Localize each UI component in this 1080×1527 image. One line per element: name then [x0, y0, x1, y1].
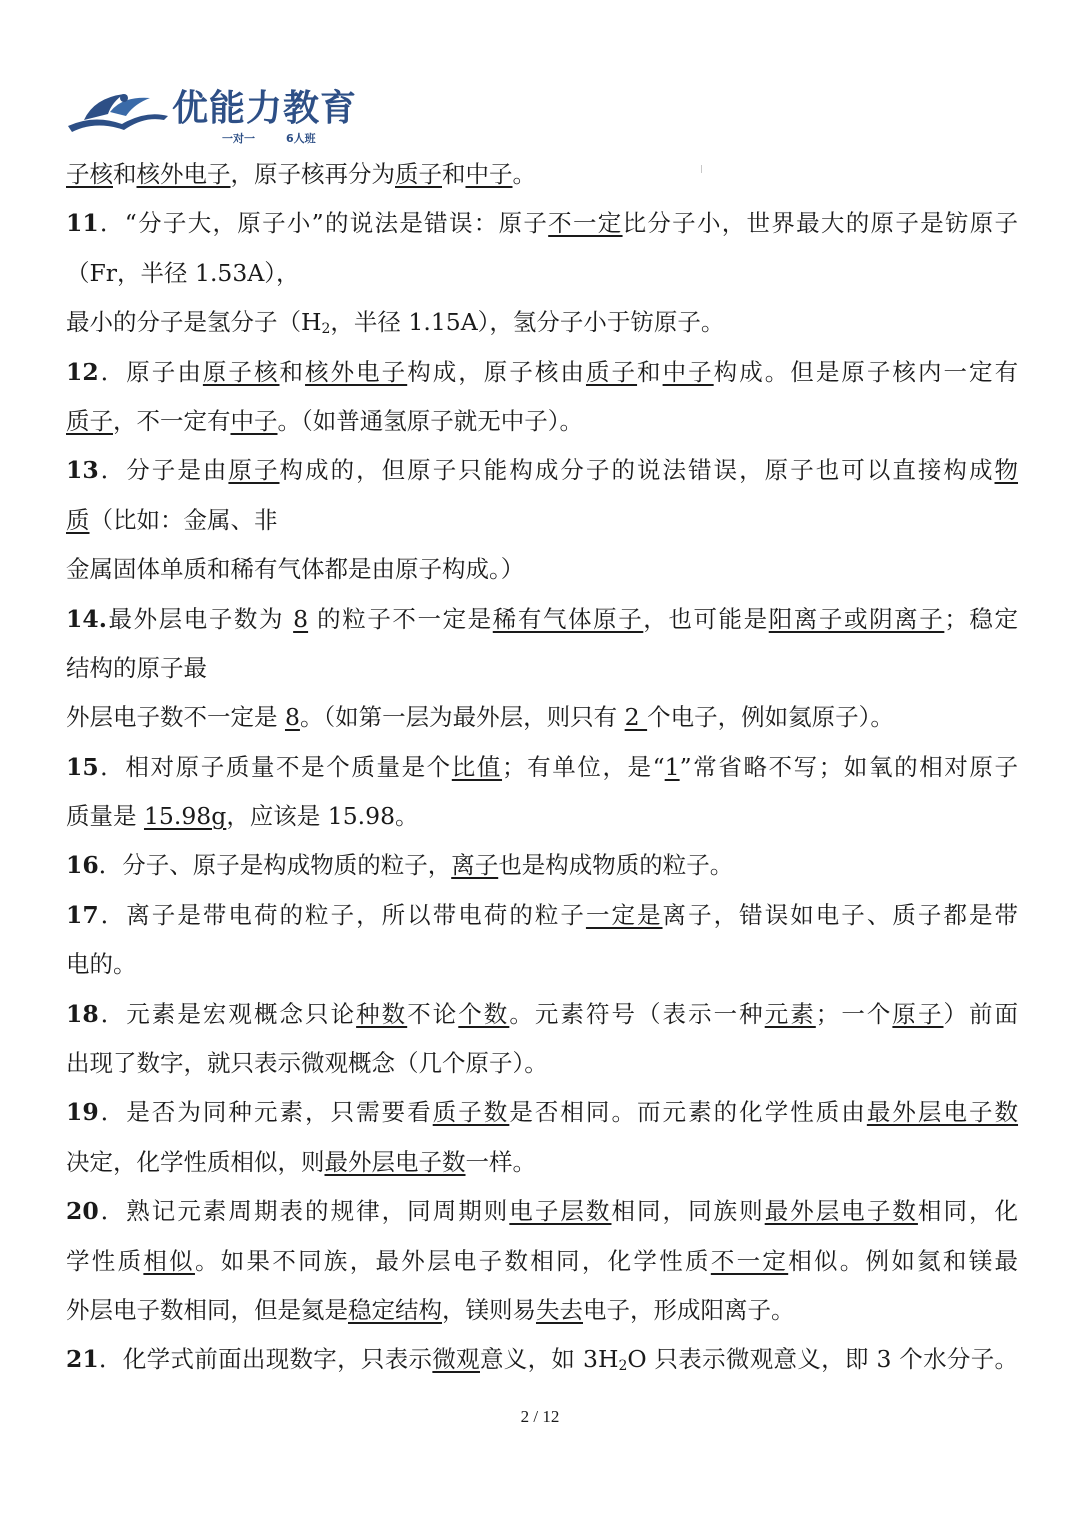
logo-tagline-left: 一对一 — [222, 132, 255, 145]
underlined-term: 8 — [284, 703, 300, 732]
text-run: 。 — [512, 160, 536, 188]
text-line — [66, 397, 1018, 446]
text-line — [66, 446, 1018, 495]
underlined-term: 核外电子 — [136, 160, 231, 188]
text-line — [66, 644, 1018, 693]
text-run: ．离子是带电荷的粒子，所以带电荷的粒子 — [98, 900, 586, 929]
item-number: 18 — [66, 999, 99, 1028]
text-run: ；稳定 — [944, 604, 1019, 633]
subscript: 2 — [618, 1358, 628, 1375]
text-line — [66, 1237, 1018, 1286]
item-number: 13 — [66, 456, 99, 485]
text-line — [66, 595, 1018, 644]
underlined-term: 个数 — [458, 999, 510, 1028]
underlined-term: 中子 — [465, 160, 513, 188]
text-run: 学性质 — [66, 1246, 144, 1275]
underlined-term: 相似 — [143, 1246, 195, 1275]
underlined-term: 子核 — [66, 160, 113, 188]
text-line — [66, 1138, 1018, 1187]
underlined-term: 最外层电子数 — [764, 1197, 918, 1226]
text-run: 最小的分子是氢分子（H — [66, 308, 322, 337]
underlined-term: 原子 — [892, 999, 944, 1028]
text-run: 相似。例如氦和镁最 — [788, 1246, 1019, 1275]
text-run: 个电子，例如氦原子）。 — [647, 703, 894, 732]
text-run: 是否相同。而元素的化学性质由 — [509, 1098, 867, 1127]
underlined-term: 质子数 — [432, 1098, 510, 1127]
text-run: 构成，原子核由 — [407, 357, 586, 386]
underlined-term: 最外层电子数 — [866, 1098, 1019, 1127]
underlined-term: 种数 — [356, 999, 408, 1028]
text-run: 一样。 — [465, 1147, 536, 1176]
underlined-term: 稳定结构 — [348, 1295, 442, 1324]
text-line — [66, 348, 1018, 397]
text-run: ．熟记元素周期表的规律，同周期则 — [98, 1197, 510, 1226]
text-run: ）前面 — [943, 999, 1019, 1028]
text-run: 。元素符号（表示一种 — [509, 999, 765, 1028]
underlined-term: 阳离子或阴离子 — [768, 604, 945, 633]
text-run: 外层电子数不一定是 — [66, 703, 285, 732]
text-run: 比分子小，世界最大的原子是钫原子 — [622, 209, 1019, 238]
underlined-term: 8 — [293, 604, 309, 633]
underlined-term: 质子 — [585, 357, 638, 386]
item-number: 16 — [66, 851, 99, 880]
underlined-term: 物 — [994, 456, 1019, 485]
underlined-term: 质子 — [395, 160, 442, 188]
text-run: （Fr，半径 1.53A）， — [66, 258, 300, 287]
text-line — [66, 990, 1018, 1039]
underlined-term: 质 — [66, 505, 90, 534]
item-number: 15 — [66, 752, 99, 781]
item-number: 19 — [66, 1098, 99, 1127]
underlined-term: 15.98g — [143, 802, 227, 831]
underlined-term: 1 — [664, 752, 680, 781]
text-line — [66, 891, 1018, 940]
item-number: 21 — [66, 1345, 99, 1374]
text-run: 最外层电子数为 — [106, 604, 294, 633]
logo-brand-text: 优能力教育 — [172, 88, 358, 129]
text-run: 结构的原子最 — [66, 653, 207, 682]
text-run: ，不一定有 — [113, 406, 231, 435]
text-run: 金属固体单质和稀有气体都是由原子构成。） — [66, 555, 525, 584]
logo-tagline-right: 6人班 — [286, 132, 316, 145]
underlined-term: 稀有气体原子 — [492, 604, 644, 633]
text-run: ，应该是 15.98。 — [226, 802, 419, 831]
item-number: 12 — [66, 357, 99, 386]
text-run: 外层电子数相同，但是氦是 — [66, 1295, 348, 1324]
text-run: 质量是 — [66, 802, 144, 831]
text-run: 和 — [637, 357, 663, 386]
text-line — [66, 298, 1018, 347]
underlined-term: 不一定 — [710, 1246, 789, 1275]
text-run: ．化学式前面出现数字，只表示 — [98, 1345, 433, 1374]
underlined-term: 中子 — [230, 406, 278, 435]
text-run: ．分子是由 — [98, 456, 229, 485]
text-line — [66, 1088, 1018, 1137]
text-line — [66, 199, 1018, 248]
underlined-term: 质子 — [66, 406, 113, 435]
text-run: 构成的，但原子只能构成分子的说法错误，原子也可以直接构成 — [279, 456, 995, 485]
text-run: 。（如第一层为最外层，则只有 — [299, 703, 625, 732]
underlined-term: 微观 — [432, 1345, 480, 1374]
underlined-term: 离子 — [451, 851, 499, 880]
text-line — [66, 496, 1018, 545]
text-run: 和 — [279, 357, 306, 386]
text-run: ，也可能是 — [643, 604, 769, 633]
text-run: ，半径 1.15A），氢分子小于钫原子。 — [330, 308, 725, 337]
text-run: ，镁则易 — [442, 1295, 536, 1324]
text-run: 决定，化学性质相似，则 — [66, 1147, 325, 1176]
text-run: ．分子、原子是构成物质的粒子， — [98, 851, 452, 880]
underlined-term: 比值 — [451, 752, 503, 781]
text-run: 出现了数字，就只表示微观概念（几个原子）。 — [66, 1049, 548, 1078]
page-number: 2 / 12 — [520, 1407, 560, 1426]
text-run: ．相对原子质量不是个质量是个 — [98, 752, 452, 781]
text-line — [66, 743, 1018, 792]
text-run: 相同，化 — [917, 1197, 1019, 1226]
text-line — [66, 249, 1018, 298]
text-run: 也是构成物质的粒子。 — [498, 851, 734, 880]
text-run: ；一个 — [815, 999, 893, 1028]
logo — [64, 80, 384, 150]
text-run: ．是否为同种元素，只需要看 — [98, 1098, 433, 1127]
text-line — [66, 1335, 1018, 1384]
text-run: O 只表示微观意义，即 3 个水分子。 — [627, 1345, 1019, 1374]
underlined-term: 核外电子 — [305, 357, 408, 386]
text-run: 电子，形成阳离子。 — [583, 1295, 795, 1324]
text-line — [66, 545, 1018, 594]
text-run: 和 — [442, 160, 466, 188]
text-line — [66, 693, 1018, 742]
text-run: ．原子由 — [98, 357, 203, 386]
text-line — [66, 1187, 1018, 1236]
text-run: 构成。但是原子核内一定有 — [713, 357, 1019, 386]
underlined-term: 原子核 — [202, 357, 280, 386]
underlined-term: 不一定 — [548, 209, 623, 238]
text-line — [66, 940, 1018, 989]
text-line — [66, 1286, 1018, 1335]
underlined-term: 电子层数 — [509, 1197, 612, 1226]
text-run: 。（如普通氢原子就无中子）。 — [277, 406, 583, 435]
text-run: ．元素是宏观概念只论 — [98, 999, 357, 1028]
item-number: 11 — [66, 209, 99, 238]
underlined-term: 最外层电子数 — [324, 1147, 466, 1176]
item-number: 14. — [66, 604, 107, 633]
underlined-term: 2 — [624, 703, 648, 732]
underlined-term: 原子 — [228, 456, 280, 485]
text-line — [66, 1039, 1018, 1088]
text-run: 和 — [113, 160, 137, 188]
text-run: 的粒子不一定是 — [308, 604, 493, 633]
text-run: ”常省略不写；如氧的相对原子 — [679, 752, 1019, 781]
text-run: 意义，如 3H — [480, 1345, 619, 1374]
text-run: 离子，错误如电子、质子都是带 — [662, 900, 1019, 929]
underlined-term: 元素 — [764, 999, 816, 1028]
underlined-term: 中子 — [662, 357, 714, 386]
text-run: 相同，同族则 — [611, 1197, 765, 1226]
text-run: 。如果不同族，最外层电子数相同，化学性质 — [194, 1246, 711, 1275]
text-run: （比如：金属、非 — [89, 505, 278, 534]
text-line — [66, 841, 1018, 890]
text-run: 不论 — [407, 999, 459, 1028]
text-run: ，原子核再分为 — [230, 160, 395, 188]
item-number: 20 — [66, 1197, 99, 1226]
underlined-term: 失去 — [536, 1295, 583, 1324]
text-run: ．“分子大，原子小”的说法是错误：原子 — [98, 209, 549, 238]
text-run: ；有单位，是“ — [502, 752, 665, 781]
text-run: 电的。 — [66, 950, 137, 979]
document-body — [66, 150, 1018, 1385]
item-number: 17 — [66, 900, 99, 929]
subscript: 2 — [321, 321, 331, 338]
text-line — [66, 150, 1018, 199]
text-line — [66, 792, 1018, 841]
underlined-term: 一定是 — [585, 900, 663, 929]
